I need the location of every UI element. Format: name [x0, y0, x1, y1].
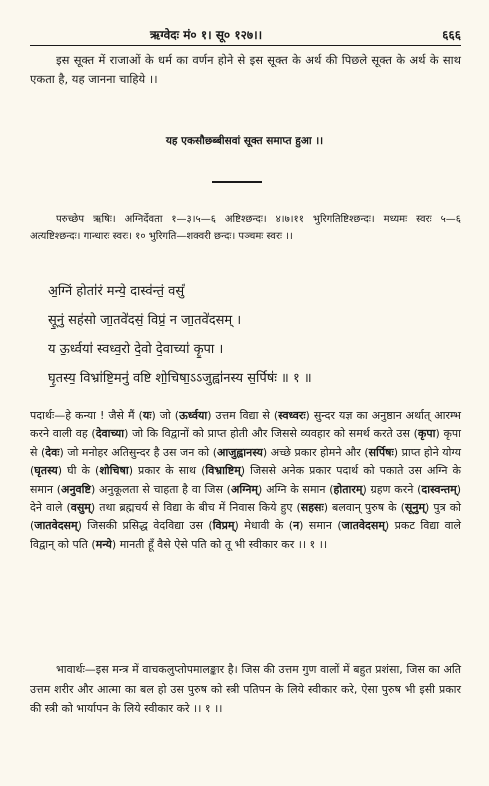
padartha-text: ) अनुकूलता से चाहता है वा जिस ( — [90, 482, 231, 496]
padartha-term: शोचिषा — [99, 464, 129, 478]
padartha-term: अनुवष्टि — [61, 482, 91, 496]
padartha-term: वसुम् — [70, 501, 91, 515]
padartha-text: ) जो मनोहर अतिसुन्दर है उस जन को ( — [59, 445, 218, 459]
padartha-text: ) ग्रहण करने ( — [362, 482, 422, 496]
padartha-text: ) जिससे अनेक प्रकार पदार्थ को पकाते उस अग्नि के समान ( — [30, 464, 461, 496]
padartha-term: देवाच्या — [95, 427, 125, 441]
header-rule — [30, 45, 461, 46]
padartha-term: न — [293, 519, 300, 533]
mantra-line-3: य ऊ॒र्ध्वया॑ स्वध्व॒रो दे॒वो दे॒वाच्या॑ कृ॒पा । — [48, 342, 224, 357]
padartha-term: विप्रम् — [212, 519, 235, 533]
padartha-text: ) सुन्दर यज्ञ का अनुष्ठान अर्थात् आरम्भ करने वाली वह ( — [30, 409, 462, 441]
padartha-term: विभ्राष्टिम् — [205, 464, 241, 478]
padartha-term: सर्पिषः — [368, 445, 394, 459]
padartha-term: होतारम् — [333, 482, 363, 496]
running-title: ऋग्वेदः मं० १। सू० १२७।। — [150, 28, 263, 42]
padartha-term: अग्निम् — [230, 482, 258, 496]
mantra-line-4: घृ॒तस्य॒ विभ्रा॑ष्टि॒मनु॑ वष्टि शो॒चिषा॒ऽऽजुह्वा॑नस्य स॒र्पिषः॑ ॥ १ ॥ — [48, 371, 312, 386]
padartha-text: ) प्रकट विद्या वाले विद्वान् को पति ( — [30, 519, 461, 551]
mantra-line-1: अ॒ग्निं होता॑रं मन्ये॒ दास्व॑न्तं॒ वसुं॑ — [48, 284, 185, 299]
padartha-text: ) बलवान् पुरुष के ( — [323, 501, 405, 515]
padartha-term: सहसः — [300, 501, 324, 515]
padartha-term: ऊर्ध्वया — [179, 409, 208, 422]
padartha-term: जातवेदसम् — [34, 519, 78, 533]
mantra-line-2: सू॒नुं सह॑सो जा॒तवे॑दसं॒ विप्रं॒ न जा॒तवे॑दसम् । — [48, 313, 242, 328]
padartha-term: जातवेदसम् — [341, 519, 385, 533]
padartha-term: घृतस्य — [34, 464, 58, 478]
padartha-text: ) अच्छे प्रकार होमने और ( — [262, 445, 369, 459]
padartha-text: ) घी के ( — [57, 464, 100, 478]
padartha-paragraph — [30, 407, 461, 554]
padartha-term: कृपा — [417, 427, 436, 441]
padartha-text: ) जो ( — [151, 409, 180, 422]
bhavartha-paragraph: भावार्थः—इस मन्त्र में वाचकलुप्तोपमालङ्कार है। जिस की उत्तम गुण वालों में बहुत प्रशंसा, जिस का अति उत्तम शरीर और आत्मा का बल हो उस पुरुष को स्त्री पतिपन के लिये स्वीकार करे, ऐसा पुरुष भी इसी प्रकार की स्त्री को भार्यापन के लिये स्वीकार करे ।। १ ।। — [30, 663, 461, 715]
padartha-term: सूनुम् — [404, 501, 426, 515]
padartha-text: ) अग्नि के समान ( — [258, 482, 334, 496]
padartha-text: ) मेधावी के ( — [234, 519, 294, 533]
padartha-term: आजुह्वानस्य — [217, 445, 263, 459]
page-number: ६६६ — [442, 28, 461, 42]
padartha-text: ) मानती हूँ वैसे ऐसे पति को तू भी स्वीकार कर ।। १ ।। — [111, 537, 328, 551]
padartha-term: दास्वन्तम् — [421, 482, 457, 496]
padartha-text: ) जिसकी प्रसिद्ध वेदविद्या उस ( — [77, 519, 213, 533]
sukta-closing-line: यह एकसौछब्बीसवां सूक्त समाप्त हुआ ।। — [165, 135, 324, 147]
intro-paragraph: इस सूक्त में राजाओं के धर्म का वर्णन होने से इस सूक्त के अर्थ की पिछले सूक्त के अर्थ के साथ एकता है, यह जानना चाहिये ।। — [30, 53, 461, 86]
padartha-text: ) प्राप्त होने योग्य ( — [30, 445, 461, 478]
padartha-term: देवः — [45, 445, 60, 459]
padartha-text: ) उत्तम विद्या से ( — [207, 409, 279, 422]
section-divider — [212, 181, 262, 183]
padartha-text: ) देने वाले ( — [30, 482, 462, 515]
padartha-text: ) पुत्र को ( — [30, 501, 462, 533]
padartha-text: पदार्थः—हे कन्या ! जैसे मैं ( — [30, 409, 143, 422]
padartha-text: ) समान ( — [299, 519, 342, 533]
padartha-term: यः — [142, 409, 152, 422]
mantra-metadata: परुच्छेप ऋषिः। अग्निर्देवता १—३।५—६ अष्टिश्छन्दः। ४।७।११ भुरिगतिष्टिश्छन्दः। मध्यमः स्वरः ५—६ अत्यष्टिश्छन्दः। गान्धारः स्वरः। १० भुरिगति—शक्वरी छन्दः। पञ्चमः स्वरः ।। — [30, 214, 461, 242]
mantra-text — [48, 277, 461, 393]
page-header — [30, 26, 461, 42]
padartha-text: ) जो कि विद्वानों को प्राप्त होती और जिससे व्यवहार को समर्थ करते उस ( — [124, 427, 418, 441]
padartha-text: ) प्रकार के साथ ( — [128, 464, 206, 478]
padartha-term: मन्ये — [95, 537, 112, 551]
padartha-term: स्वध्वरः — [278, 409, 306, 422]
padartha-text: ) कृपा से ( — [30, 427, 461, 459]
padartha-text: ) तथा ब्रह्मचर्य से विद्या के बीच में निवास किये हुए ( — [90, 501, 301, 515]
